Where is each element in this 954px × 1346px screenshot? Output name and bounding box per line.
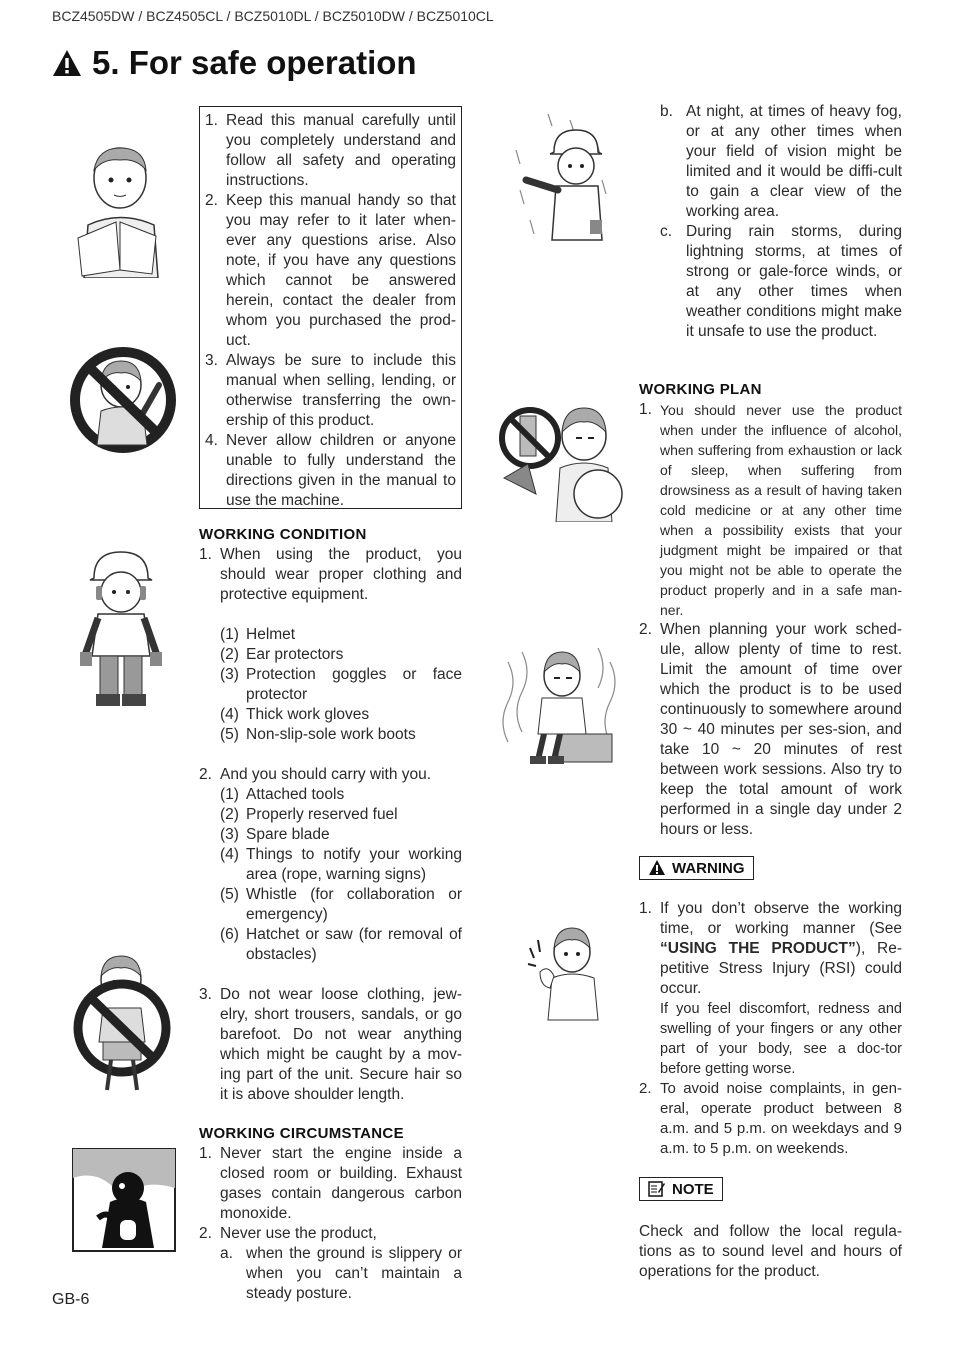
list-item: c. During rain storms, during lightning storms, at times of strong or gale-force winds, or at any other times when weather conditions might make it unsafe to use the product. xyxy=(660,223,902,340)
intro-list xyxy=(205,111,456,511)
list-item: b. At night, at times of heavy fog, or at any other times when your field of vision might be limited and it would be diffi-cult to gain a clear view of the working area. xyxy=(660,103,902,220)
intro-box xyxy=(199,106,462,509)
list-item: (2) Properly reserved fuel xyxy=(220,806,398,823)
list-item: (1) Helmet xyxy=(220,626,296,643)
protective-gear-person-illustration xyxy=(80,548,162,708)
note-label: NOTE xyxy=(639,1177,723,1203)
list-item: 1. Read this manual carefully until you completely understand and follow all safety and operating instructions. xyxy=(205,112,456,189)
finger-pain-illustration xyxy=(526,924,602,1022)
list-item: (5) Non-slip-sole work boots xyxy=(220,726,416,743)
list-item: 2. Keep this manual handy so that you may refer to it later when-ever any questions arise. Also note, if you have any questions which cannot be answered herein, contact the dealer from whom you purchased the prod-uct. xyxy=(205,192,456,349)
list-item: (3) Spare blade xyxy=(220,826,330,843)
page-title xyxy=(52,44,417,82)
warning-triangle-icon xyxy=(52,48,82,78)
note-text: Check and follow the local regula-tions as to sound level and hours of operations for the product. xyxy=(639,1223,902,1280)
carbon-monoxide-illustration xyxy=(72,1148,176,1252)
list-item: 1. If you don’t observe the working time, or working manner (See “USING THE PRODUCT”), Re-petitive Stress Injury (RSI) could occur. If you feel discomfort, redness and swelling of your fingers or any other part of your body, see a doc-tor before getting worse. xyxy=(639,900,902,1077)
list-item: 3. Always be sure to include this manual when selling, lending, or otherwise transferring the own-ership of this product. xyxy=(205,352,456,429)
list-item: 1. When using the product, you should wear proper clothing and protective equipment. (1) Helmet (2) Ear protectors (3) Protection goggles or face protector (4) Thick work gloves (5) Non-slip-sole work boots xyxy=(199,546,462,743)
rain-person-illustration xyxy=(510,110,610,242)
list-item: (4) Thick work gloves xyxy=(220,706,370,723)
page-number: GB-6 xyxy=(52,1291,90,1308)
section-heading: WORKING CIRCUMSTANCE xyxy=(199,1125,404,1142)
list-item: (5) Whistle (for collaboration or emergency) xyxy=(220,886,462,923)
list-item: 1. Never start the engine inside a closed room or building. Exhaust gases contain dangerous carbon monoxide. xyxy=(199,1145,462,1222)
list-item: (3) Protection goggles or face protector xyxy=(220,666,462,703)
list-item: 2. To avoid noise complaints, in gen-eral, operate product between 8 a.m. and 5 p.m. on weekdays and 9 a.m. to 5 p.m. on weekends. xyxy=(639,1080,902,1157)
list-item: 3. Do not wear loose clothing, jew-elry, short trousers, sandals, or go barefoot. Do not wear anything which might be caught by a mov-ing part of the unit. Secure hair so it is above shoulder length. xyxy=(199,986,462,1103)
warning-label: WARNING xyxy=(639,856,754,882)
model-numbers: BCZ4505DW / BCZ4505CL / BCZ5010DL / BCZ5010DW / BCZ5010CL xyxy=(52,8,494,24)
working-circumstance-section xyxy=(199,1124,462,1304)
list-item: (6) Hatchet or saw (for removal of obstacles) xyxy=(220,926,462,963)
page-title-text: 5. For safe operation xyxy=(92,44,417,81)
reading-person-illustration xyxy=(76,140,162,278)
list-item: 2. When planning your work sched-ule, allow plenty of time to rest. Limit the amount of time over which the product is to be used continuously to somewhere around 30 ~ 40 minutes per ses-sion, and take 10 ~ 20 minutes of rest between work sessions. Also try to keep the total amount of work performed in a single day under 2 hours or less. xyxy=(639,621,902,838)
warning-section xyxy=(639,899,902,1159)
no-loose-clothing-illustration xyxy=(73,950,171,1100)
list-item: (1) Attached tools xyxy=(220,786,345,803)
list-item: 2. And you should carry with you. (1) Attached tools (2) Properly reserved fuel (3) Spare blade (4) Things to notify your working area (rope, warning signs) (5) Whistle (for collaboration or emergency) (6) Hatchet or saw (for removal of obstacles) xyxy=(199,766,462,963)
working-plan-section xyxy=(639,380,902,840)
warning-detail: If you feel discomfort, redness and swelling of your fingers or any other part of your body, see a doc-tor before getting worse. xyxy=(660,1001,902,1077)
list-item: a. when the ground is slippery or when you can’t maintain a steady posture. xyxy=(220,1245,462,1302)
list-item: 4. Never allow children or anyone unable to fully understand the directions given in the manual to use the machine. xyxy=(205,432,456,509)
right-top-list xyxy=(639,102,902,342)
working-condition-section xyxy=(199,525,462,1105)
no-children-illustration xyxy=(67,345,179,455)
note-icon xyxy=(648,1180,666,1198)
list-item: (2) Ear protectors xyxy=(220,646,344,663)
list-item: 1. You should never use the product when under the influence of alcohol, when suffering from exhaustion or lack of sleep, when suffering from drowsiness as a result of having taken cold medicine or at any other time when a possibility exists that your judgment might be impaired or that you might not be able to operate the product properly and in a safe man-ner. xyxy=(639,401,902,618)
no-drinking-person-illustration xyxy=(498,398,626,522)
section-heading: WORKING CONDITION xyxy=(199,526,367,543)
list-item: 2. Never use the product, a. when the ground is slippery or when you can’t maintain a steady posture. xyxy=(199,1225,462,1302)
warning-triangle-icon xyxy=(648,859,666,877)
list-item: (4) Things to notify your working area (rope, warning signs) xyxy=(220,846,462,883)
tired-person-illustration xyxy=(498,642,626,768)
section-heading: WORKING PLAN xyxy=(639,381,762,398)
